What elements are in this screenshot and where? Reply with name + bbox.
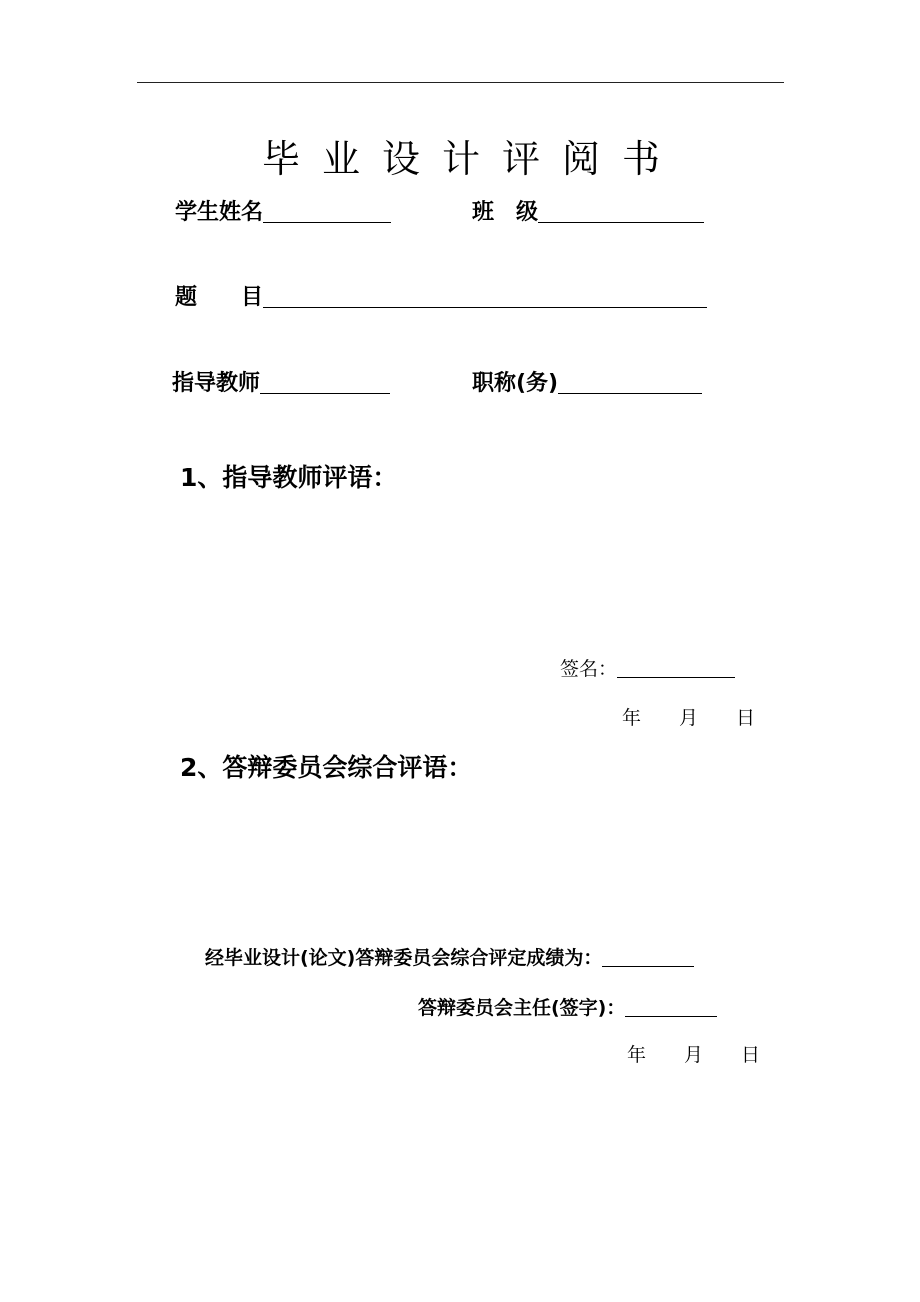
section2-heading: 2、答辩委员会综合评语： <box>180 753 473 782</box>
signature-blank[interactable] <box>617 657 735 678</box>
section2-date: 年 月 日 <box>627 1044 761 1066</box>
class-label: 班 级 <box>472 200 539 225</box>
section1-heading: 1、指导教师评语： <box>180 463 398 492</box>
student-name-label: 学生姓名 <box>175 200 264 225</box>
advisor-signature <box>560 654 735 681</box>
class-blank[interactable] <box>538 198 704 223</box>
top-divider <box>137 82 784 83</box>
class-field <box>472 195 704 226</box>
chair-signature-blank[interactable] <box>625 996 717 1017</box>
signature-label: 签名： <box>560 658 618 680</box>
position-field <box>472 366 702 397</box>
document-title: 毕业设计评阅书 <box>262 137 683 181</box>
student-name-blank[interactable] <box>263 198 391 223</box>
advisor-field <box>172 366 390 397</box>
advisor-blank[interactable] <box>260 369 390 394</box>
grade-statement <box>205 943 694 970</box>
position-label: 职称(务) <box>472 371 559 396</box>
advisor-label: 指导教师 <box>172 371 261 396</box>
topic-blank[interactable] <box>263 283 707 308</box>
grade-blank[interactable] <box>602 946 694 967</box>
topic-label: 题 目 <box>175 285 264 310</box>
section1-date: 年 月 日 <box>622 707 756 729</box>
grade-statement-text: 经毕业设计(论文)答辩委员会综合评定成绩为： <box>205 947 603 969</box>
student-name-field <box>175 195 391 226</box>
position-blank[interactable] <box>558 369 702 394</box>
topic-field <box>175 280 707 311</box>
chair-signature-label: 答辩委员会主任(签字)： <box>418 997 626 1019</box>
chair-signature <box>418 993 717 1020</box>
